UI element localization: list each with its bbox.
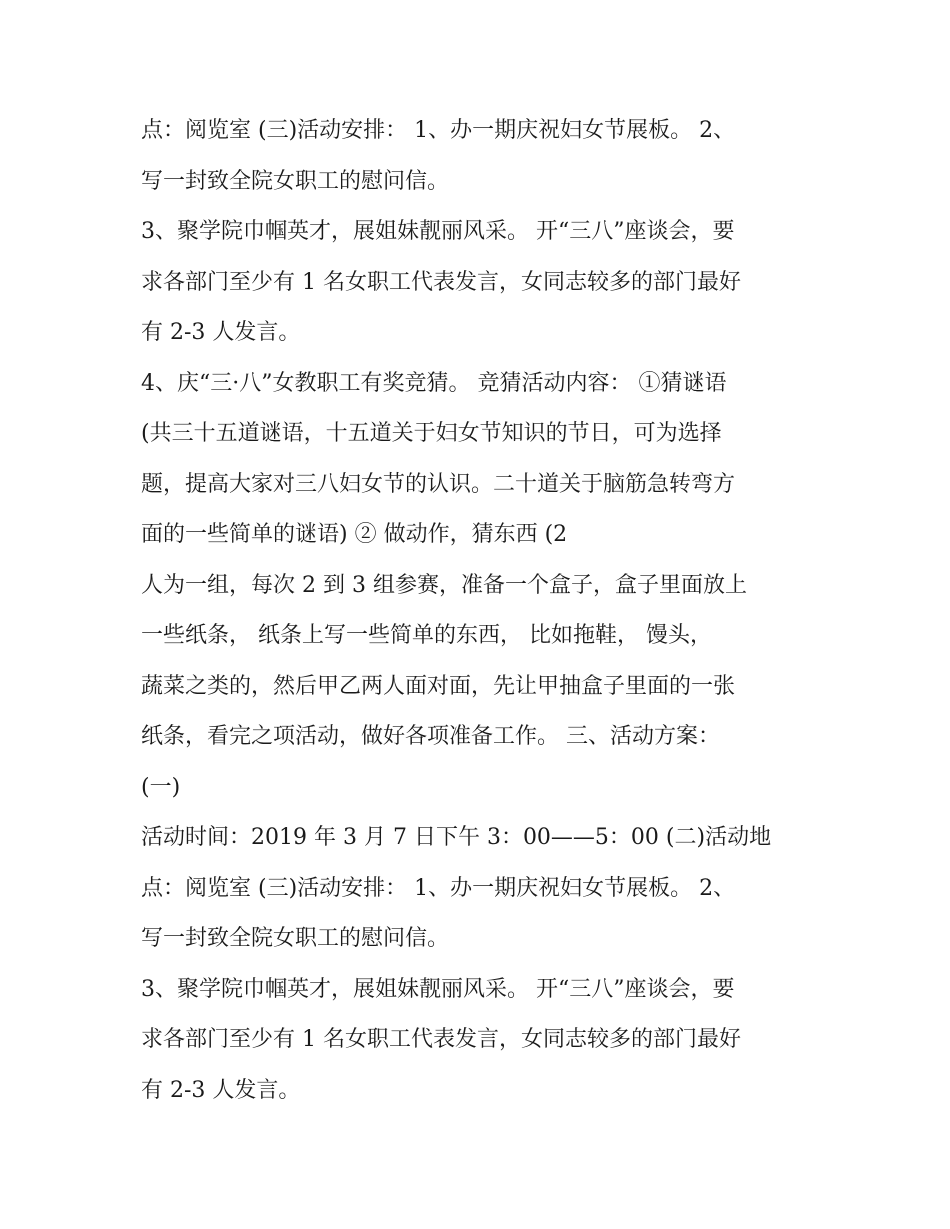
- text-line: 3、聚学院巾帼英才，展姐妹靓丽风采。 开“三八”座谈会，要: [141, 219, 735, 244]
- text-line: 纸条，看完之项活动，做好各项准备工作。 三、活动方案：: [141, 724, 720, 749]
- text-line: 一些纸条， 纸条上写一些简单的东西， 比如拖鞋， 馒头，: [141, 623, 712, 648]
- text-line: (一): [141, 774, 181, 800]
- text-line: 蔬菜之类的，然后甲乙两人面对面，先让甲抽盒子里面的一张: [141, 673, 736, 699]
- text-line: 活动时间：2019 年 3 月 7 日下午 3：00——5：00 (二)活动地: [141, 825, 772, 850]
- text-line: 求各部门至少有 1 名女职工代表发言，女同志较多的部门最好: [141, 1027, 741, 1052]
- text-line: 题，提高大家对三八妇女节的认识。二十道关于脑筋急转弯方: [141, 471, 736, 497]
- text-line: 写一封致全院女职工的慰问信。: [141, 168, 450, 194]
- text-line: 3、聚学院巾帼英才，展姐妹靓丽风采。 开“三八”座谈会，要: [141, 976, 735, 1002]
- text-line: 求各部门至少有 1 名女职工代表发言，女同志较多的部门最好: [141, 269, 741, 295]
- text-line: 有 2-3 人发言。: [141, 320, 301, 345]
- text-line: 有 2-3 人发言。: [141, 1077, 301, 1103]
- text-line: (共三十五道谜语，十五道关于妇女节知识的节日，可为选择: [141, 421, 722, 446]
- text-line: 点：阅览室 (三)活动安排： 1、办一期庆祝妇女节展板。 2、: [141, 118, 736, 143]
- text-line: 点：阅览室 (三)活动安排： 1、办一期庆祝妇女节展板。 2、: [141, 875, 736, 901]
- text-line: 面的一些简单的谜语) ② 做动作，猜东西 (2: [141, 522, 568, 547]
- text-line: 人为一组，每次 2 到 3 组参赛，准备一个盒子，盒子里面放上: [141, 572, 747, 598]
- text-line: 4、庆“三·八”女教职工有奖竞猜。 竞猜活动内容： ①猜谜语: [141, 370, 727, 396]
- text-line: 写一封致全院女职工的慰问信。: [141, 926, 450, 951]
- document-body: [141, 106, 841, 1116]
